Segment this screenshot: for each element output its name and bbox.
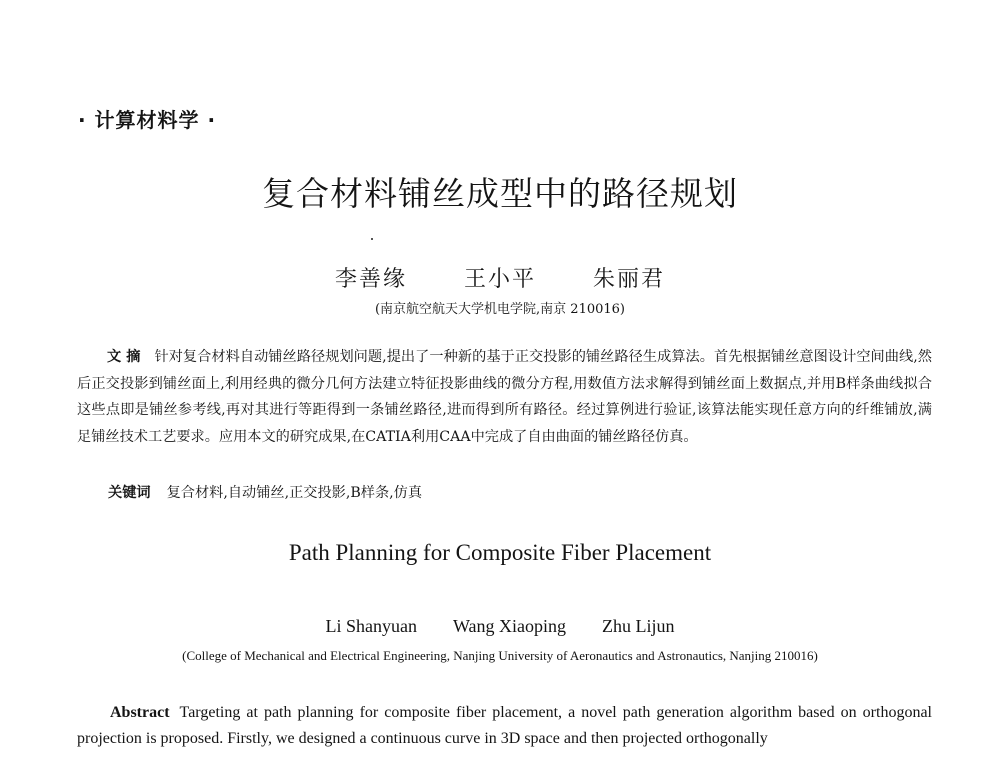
chinese-affiliation: (南京航空航天大学机电学院,南京 210016)	[374, 302, 626, 317]
english-abstract-label: Abstract	[110, 704, 170, 721]
section-tag: · 计算材料学 ·	[78, 108, 217, 132]
english-author-2: Wang Xiaoping	[452, 616, 567, 636]
chinese-author-1: 李善缘	[334, 267, 407, 292]
chinese-keywords-text: 复合材料,自动铺丝,正交投影,B样条,仿真	[166, 485, 423, 501]
chinese-abstract-label: 文 摘	[107, 349, 141, 365]
english-abstract	[77, 700, 932, 752]
chinese-abstract	[77, 344, 932, 450]
english-abstract-text: Targeting at path planning for composite fiber placement, a novel path generation algorithm based on orthogonal projection is proposed. Firstly, we designed a continuous curve in 3D space and then projected orthogonally	[77, 704, 932, 747]
chinese-author-3: 朱丽君	[593, 267, 666, 292]
chinese-keywords	[108, 480, 422, 506]
chinese-authors	[0, 262, 1000, 293]
english-author-1: Li Shanyuan	[325, 616, 417, 636]
english-title: Path Planning for Composite Fiber Placement	[288, 540, 712, 565]
chinese-author-2: 王小平	[463, 267, 536, 292]
english-author-3: Zhu Lijun	[602, 616, 675, 636]
chinese-title: 复合材料铺丝成型中的路径规划	[262, 174, 738, 213]
english-authors	[0, 616, 1000, 637]
scan-speck	[371, 238, 373, 240]
chinese-keywords-label: 关键词	[108, 485, 151, 501]
english-affiliation: (College of Mechanical and Electrical Engineering, Nanjing University of Aeronautics and Astronautics, Nanjing 210016)	[182, 648, 818, 663]
chinese-abstract-text: 针对复合材料自动铺丝路径规划问题,提出了一种新的基于正交投影的铺丝路径生成算法。首先根据铺丝意图设计空间曲线,然后正交投影到铺丝面上,利用经典的微分几何方法建立特征投影曲线的微分方程,用数值方法求解得到铺丝面上数据点,并用B样条曲线拟合这些点即是铺丝参考线,再对其进行等距得到一条铺丝路径,进而得到所有路径。经过算例进行验证,该算法能实现任意方向的纤维铺放,满足铺丝技术工艺要求。应用本文的研究成果,在CATIA利用CAA中完成了自由曲面的铺丝路径仿真。	[77, 349, 932, 445]
